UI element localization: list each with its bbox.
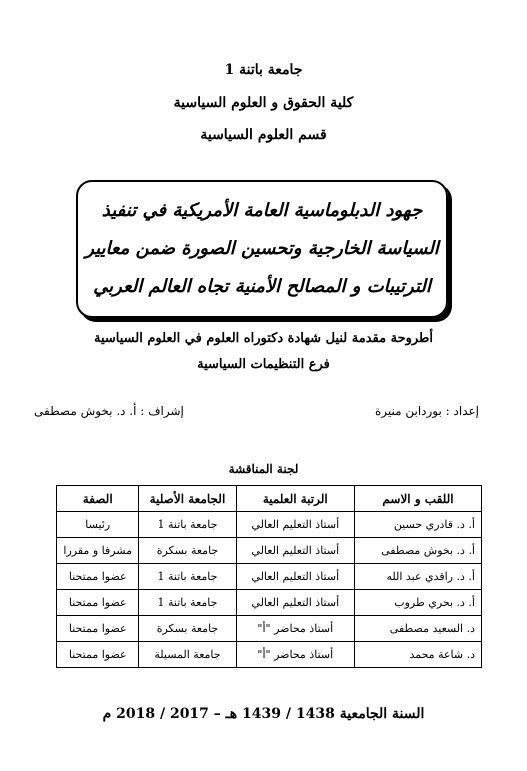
member-rank: أستاذ محاضر "أ"	[236, 616, 355, 642]
column-header-rank: الرتبة العلمية	[236, 486, 355, 512]
committee-caption: لجنة المناقشة	[228, 462, 299, 476]
table-header-row	[57, 486, 482, 512]
member-university: جامعة المسيلة	[139, 642, 236, 668]
university-name: جامعة باتنة 1	[224, 62, 303, 78]
member-name: د. شاعة محمد	[355, 642, 482, 668]
member-university: جامعة بسكرة	[139, 538, 236, 564]
academic-year: السنة الجامعية 1438 / 1439 هـ – 2017 / 2018 م	[102, 706, 425, 722]
member-role: عضوا ممتحنا	[57, 616, 139, 642]
member-name: أ. د. قادري حسين	[355, 512, 482, 538]
member-rank: أستاذ محاضر "أ"	[236, 642, 355, 668]
member-role: رئيسا	[57, 512, 139, 538]
thesis-branch: فرع التنظيمات السياسية	[197, 357, 330, 372]
member-role: مشرفا و مقررا	[57, 538, 139, 564]
member-university: جامعة باتنة 1	[139, 590, 236, 616]
member-rank: أستاذ التعليم العالي	[236, 590, 355, 616]
table-row	[57, 512, 482, 538]
supervisor: إشراف : أ. د. بخوش مصطفى	[34, 404, 184, 418]
committee-table	[56, 485, 482, 668]
member-rank: أستاذ التعليم العالي	[236, 564, 355, 590]
member-university: جامعة باتنة 1	[139, 512, 236, 538]
member-role: عضوا ممتحنا	[57, 642, 139, 668]
title-line-3: الترتيبات و المصالح الأمنية تجاه العالم العربي	[93, 276, 431, 297]
title-line-1: جهود الدبلوماسية العامة الأمريكية في تنفيذ	[101, 200, 423, 221]
member-university: جامعة باتنة 1	[139, 564, 236, 590]
table-row	[57, 590, 482, 616]
member-name: د. السعيد مصطفى	[355, 616, 482, 642]
member-name: أ. د. راقدي عبد الله	[355, 564, 482, 590]
faculty-name: كلية الحقوق و العلوم السياسية	[173, 95, 354, 111]
column-header-role: الصفة	[57, 486, 139, 512]
member-role: عضوا ممتحنا	[57, 564, 139, 590]
member-name: أ. د. بحري طروب	[355, 590, 482, 616]
department-name: قسم العلوم السياسية	[200, 127, 327, 143]
title-box	[76, 180, 448, 318]
member-role: عضوا ممتحنا	[57, 590, 139, 616]
thesis-description: أطروحة مقدمة لنيل شهادة دكتوراه العلوم في العلوم السياسية	[93, 331, 434, 346]
member-university: جامعة بسكرة	[139, 616, 236, 642]
table-row	[57, 564, 482, 590]
table-row	[57, 642, 482, 668]
column-header-university: الجامعة الأصلية	[139, 486, 236, 512]
title-line-2: السياسة الخارجية وتحسين الصورة ضمن معايير	[85, 238, 439, 259]
member-name: أ. د. بخوش مصطفى	[355, 538, 482, 564]
prepared-by: إعداد : بوردابن منيرة	[374, 404, 479, 418]
table-row	[57, 538, 482, 564]
member-rank: أستاذ التعليم العالي	[236, 538, 355, 564]
column-header-name: اللقب و الاسم	[355, 486, 482, 512]
table-row	[57, 616, 482, 642]
member-rank: أستاذ التعليم العالي	[236, 512, 355, 538]
